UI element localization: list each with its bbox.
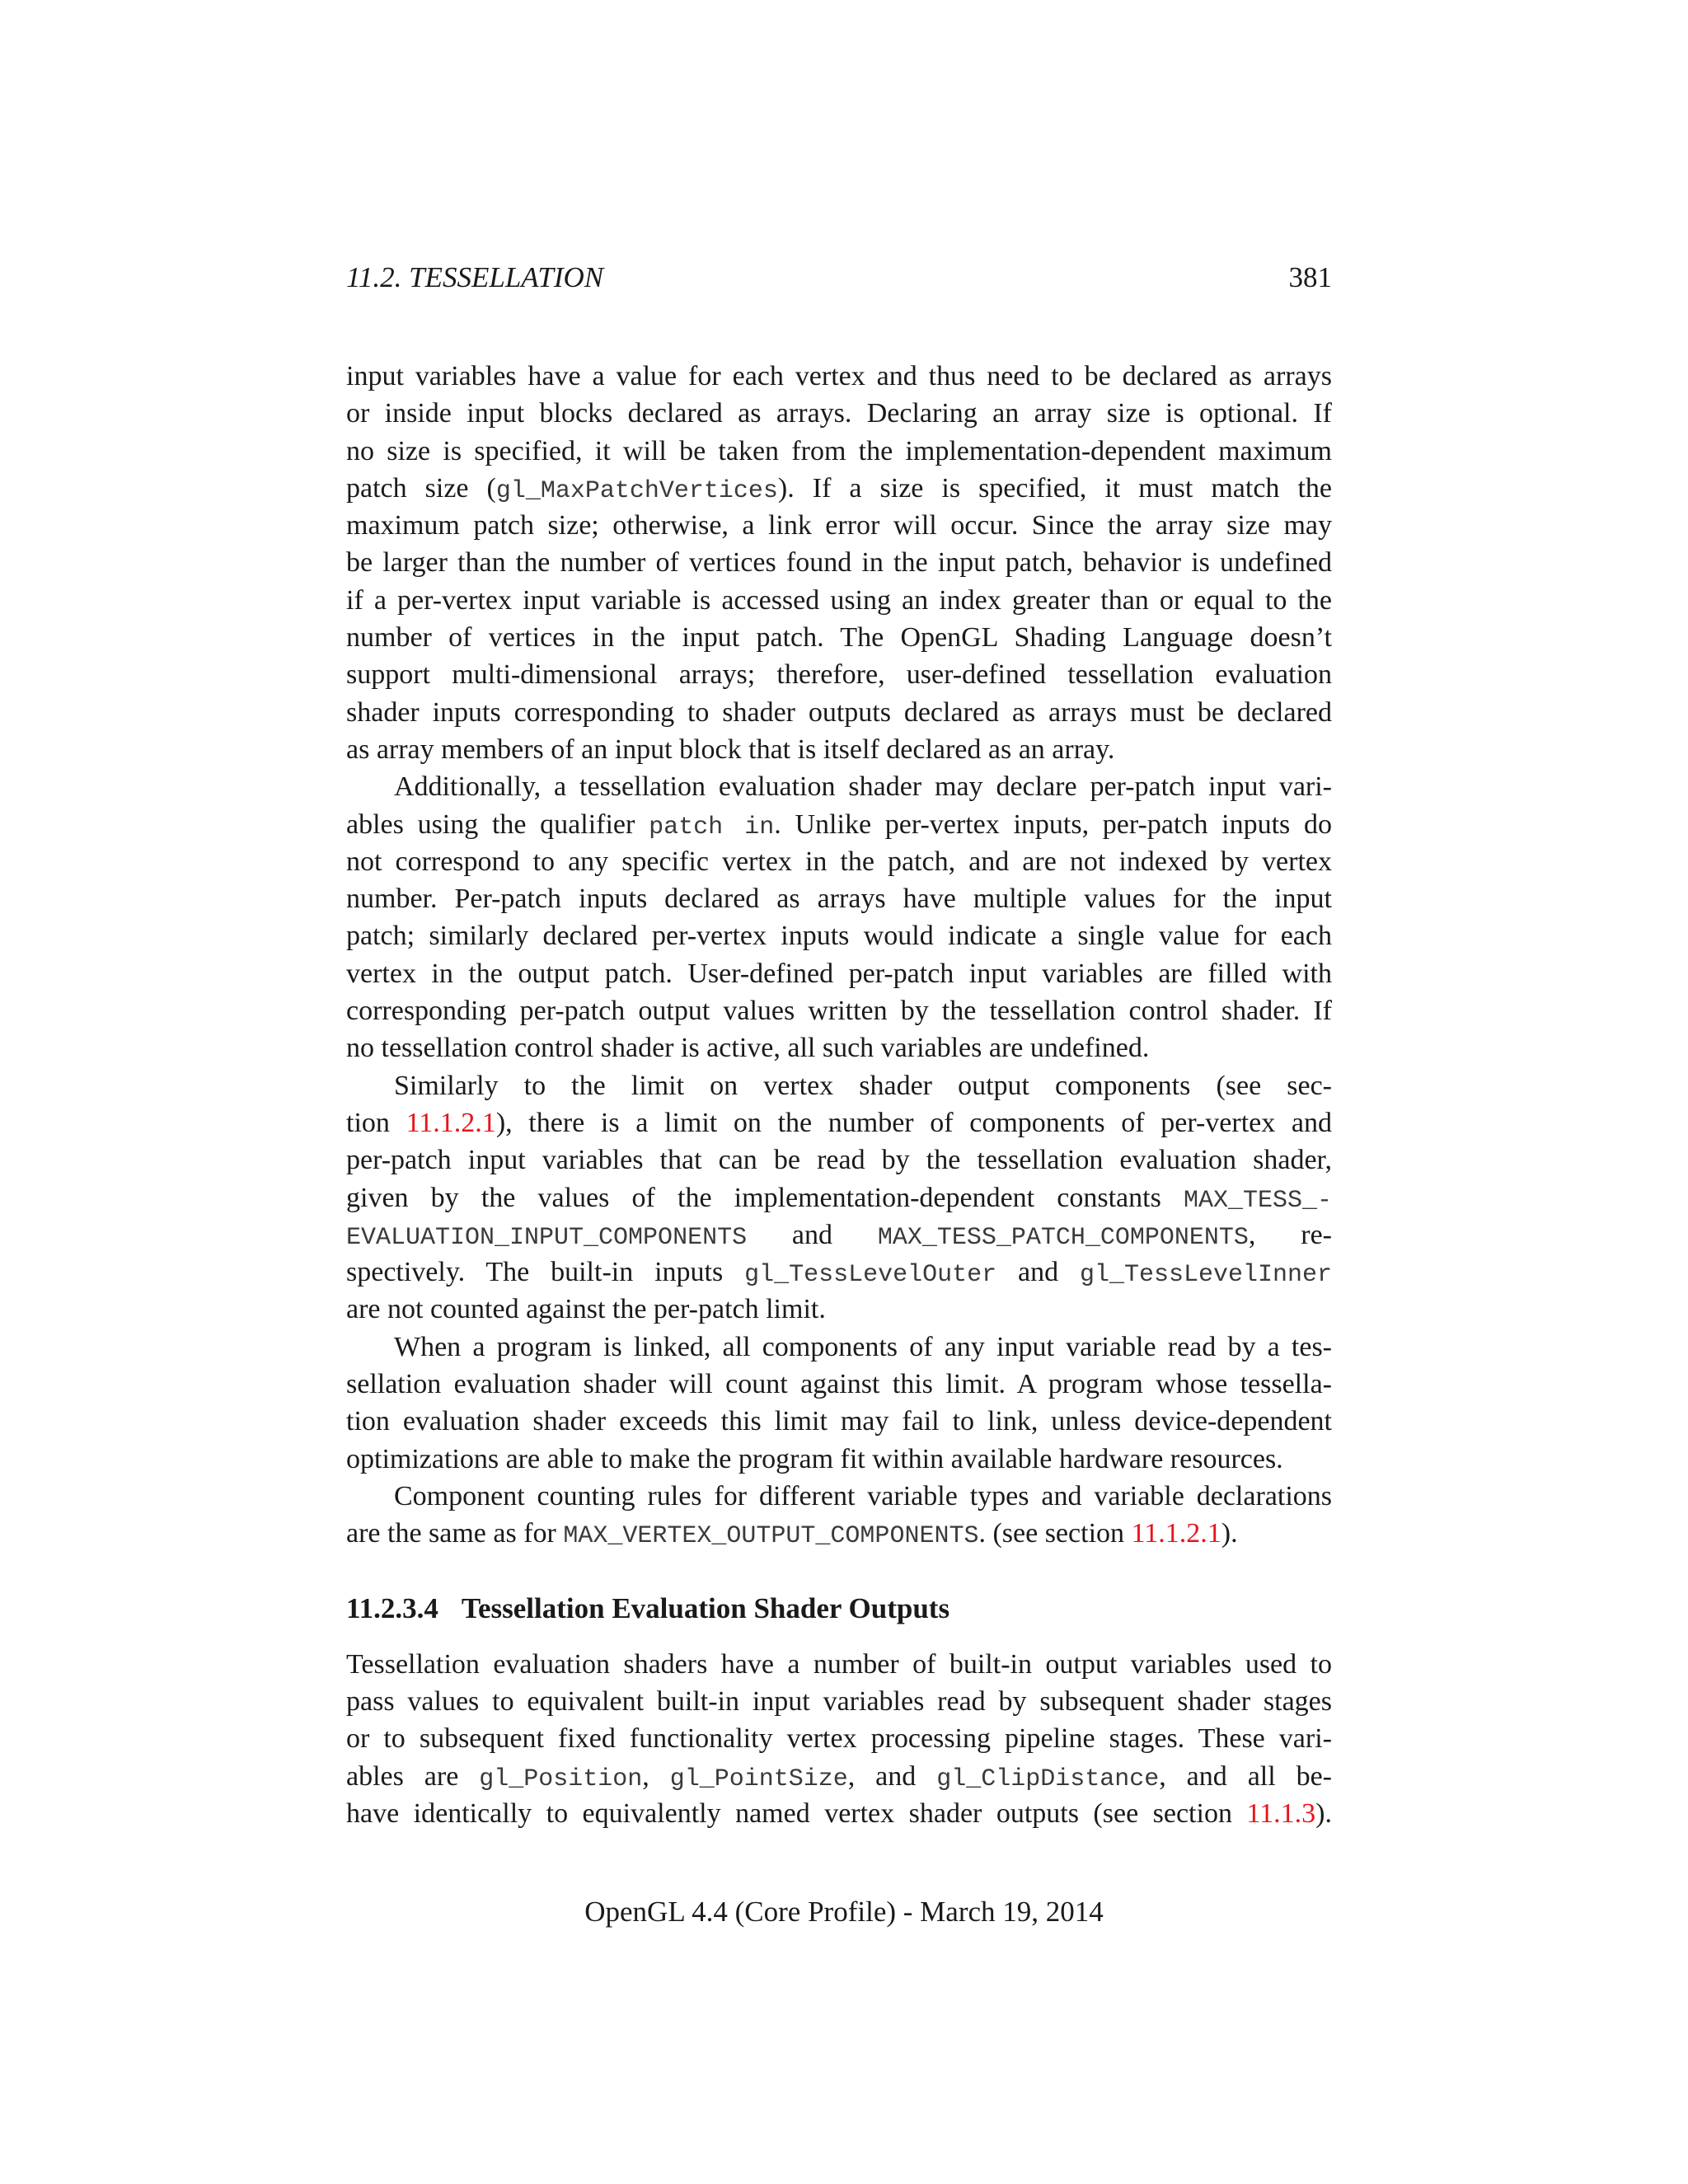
code-identifier: MAX_TESS_PATCH_COMPONENTS xyxy=(877,1223,1249,1252)
text-line: When a program is linked, all components of any input variable read by a tes- xyxy=(394,1331,1332,1362)
text-line: patch size (gl_MaxPatchVertices). If a size is specified, it must match the xyxy=(346,472,1332,505)
text-line: optimizations are able to make the program fit within available hardware resources. xyxy=(346,1443,1283,1474)
text-line: pass values to equivalent built-in input variables read by subsequent shader stages xyxy=(346,1686,1332,1718)
text-line: per-patch input variables that can be read by the tessellation evaluation shader, xyxy=(346,1145,1332,1176)
text-line: have identically to equivalently named vertex shader outputs (see section 11.1.3). xyxy=(346,1797,1332,1829)
code-identifier: gl_TessLevelOuter xyxy=(744,1261,997,1290)
code-identifier: EVALUATION_INPUT_COMPONENTS xyxy=(346,1223,748,1252)
text-line: number. Per-patch inputs declared as arrays have multiple values for the input xyxy=(346,883,1332,915)
page-footer: OpenGL 4.4 (Core Profile) - March 19, 2014 xyxy=(584,1896,1104,1928)
text-line: tion evaluation shader exceeds this limit may fail to link, unless device-dependent xyxy=(346,1406,1332,1437)
section-link[interactable]: 11.1.2.1 xyxy=(1131,1518,1221,1549)
paragraph xyxy=(346,1478,1332,1553)
text-line: or inside input blocks declared as arrays. Declaring an array size is optional. If xyxy=(346,398,1332,429)
paragraph xyxy=(346,1329,1332,1478)
text-line: EVALUATION_INPUT_COMPONENTS and MAX_TESS_PATCH_COMPONENTS, re- xyxy=(346,1219,1332,1252)
paragraph xyxy=(346,768,1332,1066)
text-line: no tessellation control shader is active, all such variables are undefined. xyxy=(346,1033,1150,1064)
text-line: Similarly to the limit on vertex shader output components (see sec- xyxy=(394,1070,1332,1101)
code-identifier: MAX_VERTEX_OUTPUT_COMPONENTS xyxy=(563,1522,979,1551)
text-line: given by the values of the implementation-dependent constants MAX_TESS_- xyxy=(346,1182,1332,1215)
text-line: tion 11.1.2.1), there is a limit on the number of components of per-vertex and xyxy=(346,1107,1332,1138)
text-line: ables are gl_Position, gl_PointSize, and gl_ClipDistance, and all be- xyxy=(346,1760,1333,1793)
page-number: 381 xyxy=(1288,261,1332,293)
code-identifier: patch in xyxy=(649,813,775,841)
page-header xyxy=(346,257,1332,298)
paragraph xyxy=(346,1646,1332,1832)
text-line: Tessellation evaluation shaders have a number of built-in output variables used to xyxy=(346,1648,1332,1680)
code-identifier: MAX_TESS_- xyxy=(1183,1186,1332,1215)
text-line: maximum patch size; otherwise, a link error will occur. Since the array size may xyxy=(346,510,1332,541)
text-line: or to subsequent fixed functionality vertex processing pipeline stages. These vari- xyxy=(346,1723,1332,1755)
text-line: are not counted against the per-patch limit. xyxy=(346,1294,826,1325)
text-line: sellation evaluation shader will count against this limit. A program whose tessella- xyxy=(346,1369,1332,1400)
text-line: Component counting rules for different variable types and variable declarations xyxy=(394,1480,1332,1511)
code-identifier: gl_MaxPatchVertices xyxy=(495,476,778,505)
text-line: spectively. The built-in inputs gl_TessLevelOuter and gl_TessLevelInner xyxy=(346,1257,1332,1290)
subsection-number: 11.2.3.4 xyxy=(346,1591,438,1624)
text-line: not correspond to any specific vertex in the patch, and are not indexed by vertex xyxy=(346,846,1332,877)
text-line: input variables have a value for each vertex and thus need to be declared as arrays xyxy=(346,361,1332,391)
code-identifier: gl_TessLevelInner xyxy=(1079,1261,1332,1290)
section-link[interactable]: 11.1.2.1 xyxy=(406,1107,496,1138)
subsection-title: Tessellation Evaluation Shader Outputs xyxy=(461,1591,950,1624)
section-link[interactable]: 11.1.3 xyxy=(1246,1797,1316,1829)
running-section-title: 11.2. TESSELLATION xyxy=(346,261,604,293)
paragraph xyxy=(346,358,1332,768)
text-line: Additionally, a tessellation evaluation shader may declare per-patch input vari- xyxy=(394,771,1332,803)
code-identifier: gl_PointSize xyxy=(669,1765,848,1793)
text-line: vertex in the output patch. User-defined per-patch input variables are filled with xyxy=(346,958,1332,989)
text-line: be larger than the number of vertices found in the input patch, behavior is undefined xyxy=(346,547,1332,579)
text-line: ables using the qualifier patch in. Unlike per-vertex inputs, per-patch inputs do xyxy=(346,808,1332,841)
text-line: support multi-dimensional arrays; therefore, user-defined tessellation evaluation xyxy=(346,659,1332,691)
paragraph xyxy=(346,1067,1332,1329)
text-line: if a per-vertex input variable is accessed using an index greater than or equal to the xyxy=(346,584,1332,616)
text-line: patch; similarly declared per-vertex inputs would indicate a single value for each xyxy=(346,921,1332,952)
text-line: are the same as for MAX_VERTEX_OUTPUT_COMPONENTS. (see section 11.1.2.1). xyxy=(346,1518,1238,1551)
code-identifier: gl_ClipDistance xyxy=(936,1765,1160,1793)
document-body xyxy=(346,358,1332,1832)
text-line: as array members of an input block that is itself declared as an array. xyxy=(346,733,1115,765)
subsection-heading xyxy=(346,1590,1332,1627)
text-line: no size is specified, it will be taken from the implementation-dependent maximum xyxy=(346,435,1332,466)
text-line: corresponding per-patch output values written by the tessellation control shader. If xyxy=(346,996,1332,1027)
text-line: shader inputs corresponding to shader outputs declared as arrays must be declared xyxy=(346,696,1332,728)
text-line: number of vertices in the input patch. The OpenGL Shading Language doesn’t xyxy=(346,622,1332,654)
code-identifier: gl_Position xyxy=(479,1765,643,1793)
